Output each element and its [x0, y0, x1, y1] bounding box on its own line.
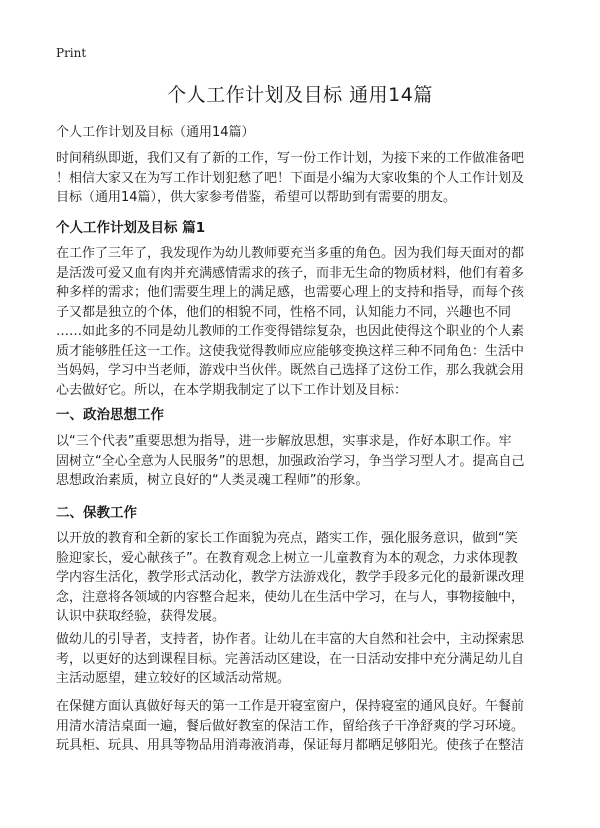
- intro-paragraph: [56, 149, 552, 208]
- text-line: 做幼儿的引导者，支持者，协作者。让幼儿在丰富的大自然和社会中，主动探索思: [56, 632, 525, 647]
- text-line: 脸迎家长，爱心献孩子”。在教育观念上树立一儿童教育为本的观念，力求体现教: [56, 550, 518, 566]
- text-line: 心去做好它。所以，在本学期我制定了以下工作计划及目标：: [56, 382, 408, 398]
- document-title: 个人工作计划及目标 通用14篇: [167, 84, 433, 106]
- care-paragraph-3: [56, 697, 552, 756]
- section1-paragraph: [56, 244, 552, 400]
- text-line: 是活泼可爱又血有肉并充满感情需求的孩子，而非无生命的物质材料，他们有着多: [56, 265, 525, 281]
- text-line: 当妈妈，学习中当老师，游戏中当伙伴。既然自己选择了这份工作，那么我就会用: [56, 363, 525, 378]
- text-line: 固树立“全心全意为人民服务”的思想，加强政治学习，争当学习型人才。提高自己: [56, 453, 525, 469]
- text-line: 在保健方面认真做好每天的第一工作是开寝室窗户，保持寝室的通风良好。午餐前: [56, 699, 525, 714]
- text-line: 以“三个代表”重要思想为指导，进一步解放思想，实事求是，作好本职工作。牢: [56, 434, 512, 449]
- text-line: 质才能够胜任这一工作。这使我觉得教师应应能够变换这样三种不同角色：生活中: [56, 343, 525, 359]
- text-line: 考，以更好的达到课程目标。完善活动区建设，在一日活动安排中充分满足幼儿自: [56, 651, 525, 667]
- text-line: ……如此多的不同是幼儿教师的工作变得错综复杂，也因此使得这个职业的个人素: [56, 324, 525, 339]
- text-line: 认识中获取经验，获得发展。: [56, 609, 226, 624]
- text-line: 种多样的需求；他们需要生理上的满足感，也需要心理上的支持和指导，而每个孩: [56, 285, 525, 300]
- section-heading-care: 二、保教工作: [56, 505, 137, 521]
- text-line: 思想政治素质，树立良好的“人类灵魂工程师”的形象。: [56, 473, 369, 488]
- text-line: ！相信大家又在为写工作计划犯愁了吧！下面是小编为大家收集的个人工作计划及: [56, 170, 525, 186]
- document-subtitle: 个人工作计划及目标（通用14篇）: [56, 125, 255, 140]
- print-link[interactable]: Print: [56, 46, 87, 60]
- text-line: 主活动愿望，建立较好的区域活动常规。: [56, 671, 291, 686]
- text-line: 学内容生活化，教学形式活动化，教学方法游戏化，教学手段多元化的最新课改理: [56, 570, 525, 585]
- section-heading-1: 个人工作计划及目标 篇1: [56, 220, 206, 236]
- care-paragraph-2: [56, 630, 552, 689]
- text-line: 目标（通用14篇），供大家参考借鉴，希望可以帮助到有需要的朋友。: [56, 190, 457, 205]
- text-line: 以开放的教育和全新的家长工作面貌为亮点，踏实工作，强化服务意识，做到“笑: [56, 531, 518, 546]
- text-line: 用清水清洁桌面一遍，餐后做好教室的保洁工作，留给孩子干净舒爽的学习环境。: [56, 718, 525, 734]
- text-line: 时间稍纵即逝，我们又有了新的工作，写一份工作计划，为接下来的工作做准备吧: [56, 151, 525, 166]
- care-paragraph-1: [56, 529, 552, 627]
- text-line: 子又都是独立的个体，他们的相貌不同，性格不同，认知能力不同，兴趣也不同: [56, 304, 512, 320]
- text-line: 玩具柜、玩具、用具等物品用消毒液消毒，保证每月都晒足够阳光。使孩子在整洁: [56, 738, 525, 753]
- text-line: 念，注意将各领域的内容整合起来，使幼儿在生活中学习，在与人，事物接触中，: [56, 589, 525, 605]
- section-heading-politics: 一、政治思想工作: [56, 407, 164, 423]
- politics-paragraph: [56, 432, 552, 491]
- text-line: 在工作了三年了，我发现作为幼儿教师要充当多重的角色。因为我们每天面对的都: [56, 246, 525, 261]
